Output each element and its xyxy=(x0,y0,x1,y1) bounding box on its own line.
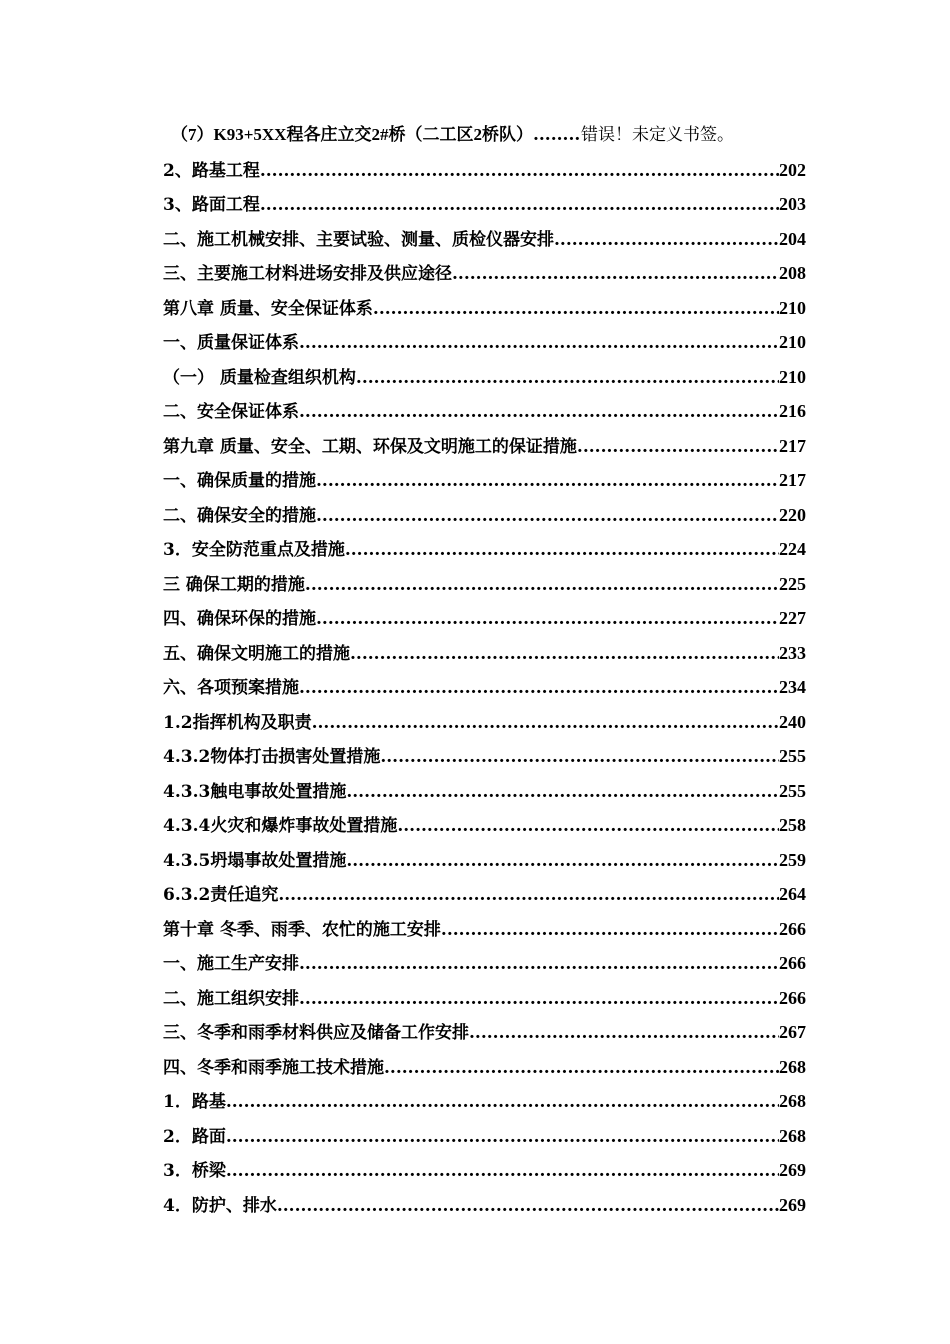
toc-leader-dots xyxy=(226,1154,779,1188)
toc-page-number: 268 xyxy=(779,1056,806,1077)
toc-entry[interactable] xyxy=(163,1050,806,1085)
toc-entry[interactable] xyxy=(163,739,806,774)
toc-page-number: 240 xyxy=(779,711,806,732)
toc-page-number: 202 xyxy=(779,159,806,180)
toc-leader-dots xyxy=(299,395,779,429)
toc-leader-dots xyxy=(277,1189,779,1223)
toc-entry-title: 第九章 质量、安全、工期、环保及文明施工的保证措施 xyxy=(163,436,577,457)
toc-entry[interactable] xyxy=(163,636,806,671)
toc-entry-title: 二、施工组织安排 xyxy=(163,988,299,1009)
toc-entry[interactable] xyxy=(163,946,806,981)
toc-page-number: 233 xyxy=(779,642,806,663)
toc-leader-dots xyxy=(441,913,779,947)
toc-entry[interactable] xyxy=(163,498,806,533)
toc-entry[interactable] xyxy=(163,187,806,222)
toc-leader-dots xyxy=(350,637,779,671)
toc-leader-dots xyxy=(345,533,779,567)
toc-entry-title: 三 确保工期的措施 xyxy=(163,574,305,595)
toc-leader-dots xyxy=(226,1085,779,1119)
toc-leader-dots xyxy=(316,499,779,533)
toc-leader-dots xyxy=(226,1120,779,1154)
toc-leader-dots xyxy=(346,775,779,809)
toc-entry-title: 4.3.5坍塌事故处置措施 xyxy=(163,850,347,871)
toc-page-number: 268 xyxy=(779,1091,806,1111)
toc-entry-title: 第十章 冬季、雨季、农忙的施工安排 xyxy=(163,919,441,940)
toc-entry-title: （一） 质量检查组织机构 xyxy=(163,367,356,388)
toc-entry[interactable] xyxy=(163,1119,806,1154)
toc-page-number: 255 xyxy=(779,746,806,766)
toc-leader-dots xyxy=(260,154,779,188)
toc-leader-dots xyxy=(373,292,779,326)
toc-entry-title: 二、安全保证体系 xyxy=(163,402,299,422)
toc-page-number: 203 xyxy=(779,194,806,214)
toc-page-number: 234 xyxy=(779,677,806,697)
toc-leader-dots xyxy=(299,671,779,705)
toc-entry-title: 三、主要施工材料进场安排及供应途径 xyxy=(163,264,452,284)
toc-entry-title: 四、冬季和雨季施工技术措施 xyxy=(163,1057,384,1078)
toc-leader-dots xyxy=(356,361,779,395)
toc-leader-dots xyxy=(299,947,779,981)
toc-leader-dots xyxy=(577,430,779,464)
toc-entry-title: 第八章 质量、安全保证体系 xyxy=(163,298,373,319)
toc-leader-dots xyxy=(312,706,779,740)
toc-page-number: 255 xyxy=(779,780,806,801)
toc-page-number: 266 xyxy=(779,918,806,939)
toc-leader-dots xyxy=(533,118,581,153)
toc-entry[interactable] xyxy=(163,808,806,843)
toc-leader-dots xyxy=(554,223,779,257)
toc-leader-dots xyxy=(305,568,779,602)
toc-entry[interactable] xyxy=(163,1015,806,1050)
toc-entry-title: 四、确保环保的措施 xyxy=(163,609,316,629)
toc-entry[interactable] xyxy=(163,670,806,705)
toc-entry-title: 4.3.3触电事故处置措施 xyxy=(163,781,347,802)
toc-leader-dots xyxy=(346,844,779,878)
toc-page-number: 220 xyxy=(779,504,806,525)
toc-entry[interactable] xyxy=(163,843,806,878)
toc-entry-title: 4.3.4火灾和爆炸事故处置措施 xyxy=(163,816,398,836)
toc-page-number: 217 xyxy=(779,435,806,456)
toc-entry-title: 二、确保安全的措施 xyxy=(163,505,316,526)
toc-entry[interactable] xyxy=(163,153,806,188)
toc-entry[interactable] xyxy=(163,774,806,809)
toc-entry[interactable] xyxy=(163,360,806,395)
toc-page-number: 258 xyxy=(779,815,806,835)
toc-page-number: 217 xyxy=(779,470,806,490)
toc-entry-title: 1．路基 xyxy=(163,1092,226,1112)
toc-entry-title: 2．路面 xyxy=(163,1126,226,1147)
toc-entry-title: 一、质量保证体系 xyxy=(163,333,299,353)
toc-entry[interactable] xyxy=(163,877,806,912)
toc-page-number: 269 xyxy=(779,1194,806,1215)
toc-entry[interactable] xyxy=(163,1188,806,1223)
toc-entry[interactable] xyxy=(163,394,806,429)
toc-leader-dots xyxy=(452,257,779,291)
toc-leader-dots xyxy=(380,740,779,774)
toc-page-number: 225 xyxy=(779,573,806,594)
toc-page-number: 268 xyxy=(779,1125,806,1146)
toc-entry[interactable] xyxy=(163,567,806,602)
toc-page-number: 267 xyxy=(779,1022,806,1042)
toc-entry-title: 五、确保文明施工的措施 xyxy=(163,643,350,664)
toc-entry-title: 6.3.2责任追究 xyxy=(163,885,279,905)
toc-leader-dots xyxy=(299,326,779,360)
toc-entry[interactable] xyxy=(163,1084,806,1119)
toc-leader-dots xyxy=(299,982,779,1016)
toc-entry-title: 二、施工机械安排、主要试验、测量、质检仪器安排 xyxy=(163,229,554,250)
toc-leader-dots xyxy=(384,1051,779,1085)
toc-entry[interactable] xyxy=(163,291,806,326)
toc-page-number: 264 xyxy=(779,884,806,904)
toc-entry-title: 三、冬季和雨季材料供应及储备工作安排 xyxy=(163,1023,469,1043)
toc-page-number: 216 xyxy=(779,401,806,421)
toc-entry-title: 3．桥梁 xyxy=(163,1161,226,1181)
toc-entry[interactable] xyxy=(163,912,806,947)
toc-page-number: 210 xyxy=(779,366,806,387)
toc-entry-title: 一、确保质量的措施 xyxy=(163,471,316,491)
toc-entry-title: 3、路面工程 xyxy=(163,195,260,215)
toc-page-number: 204 xyxy=(779,228,806,249)
toc-entry[interactable] xyxy=(163,463,806,498)
toc-page-number: 266 xyxy=(779,987,806,1008)
toc-leader-dots xyxy=(397,809,779,843)
toc-entry-title: （7）K93+5XX程各庄立交2#桥（二工区2桥队） xyxy=(171,125,533,144)
toc-entry-title: 2、路基工程 xyxy=(163,160,260,181)
toc-entry[interactable] xyxy=(163,981,806,1016)
toc-page-number: 266 xyxy=(779,953,806,973)
toc-entry-title: 3．安全防范重点及措施 xyxy=(163,540,345,560)
toc-page-number: 227 xyxy=(779,608,806,628)
toc-entry-title: 4．防护、排水 xyxy=(163,1195,277,1216)
toc-entry-title: 1.2指挥机构及职责 xyxy=(163,712,312,733)
toc-page-number: 210 xyxy=(779,332,806,352)
toc-bookmark-error: 错误！未定义书签。 xyxy=(580,125,734,145)
toc-leader-dots xyxy=(469,1016,779,1050)
toc-entry[interactable] xyxy=(163,601,806,636)
toc-leader-dots xyxy=(278,878,779,912)
toc-entry[interactable] xyxy=(163,705,806,740)
toc-leader-dots xyxy=(316,602,779,636)
toc-entry[interactable] xyxy=(163,1153,806,1188)
toc-entry-title: 4.3.2物体打击损害处置措施 xyxy=(163,747,381,767)
toc-entry[interactable] xyxy=(163,118,806,153)
toc-leader-dots xyxy=(260,188,779,222)
toc-entry-title: 六、各项预案措施 xyxy=(163,678,299,698)
toc-entry[interactable] xyxy=(163,325,806,360)
toc-page-number: 210 xyxy=(779,297,806,318)
toc-entry-title: 一、施工生产安排 xyxy=(163,954,299,974)
toc-page-number: 208 xyxy=(779,263,806,283)
toc-entry[interactable] xyxy=(163,256,806,291)
toc-leader-dots xyxy=(316,464,779,498)
table-of-contents xyxy=(163,118,806,1222)
toc-page-number: 224 xyxy=(779,539,806,559)
toc-entry[interactable] xyxy=(163,222,806,257)
toc-page-number: 269 xyxy=(779,1160,806,1180)
toc-page-number: 259 xyxy=(779,849,806,870)
toc-entry[interactable] xyxy=(163,532,806,567)
toc-entry[interactable] xyxy=(163,429,806,464)
